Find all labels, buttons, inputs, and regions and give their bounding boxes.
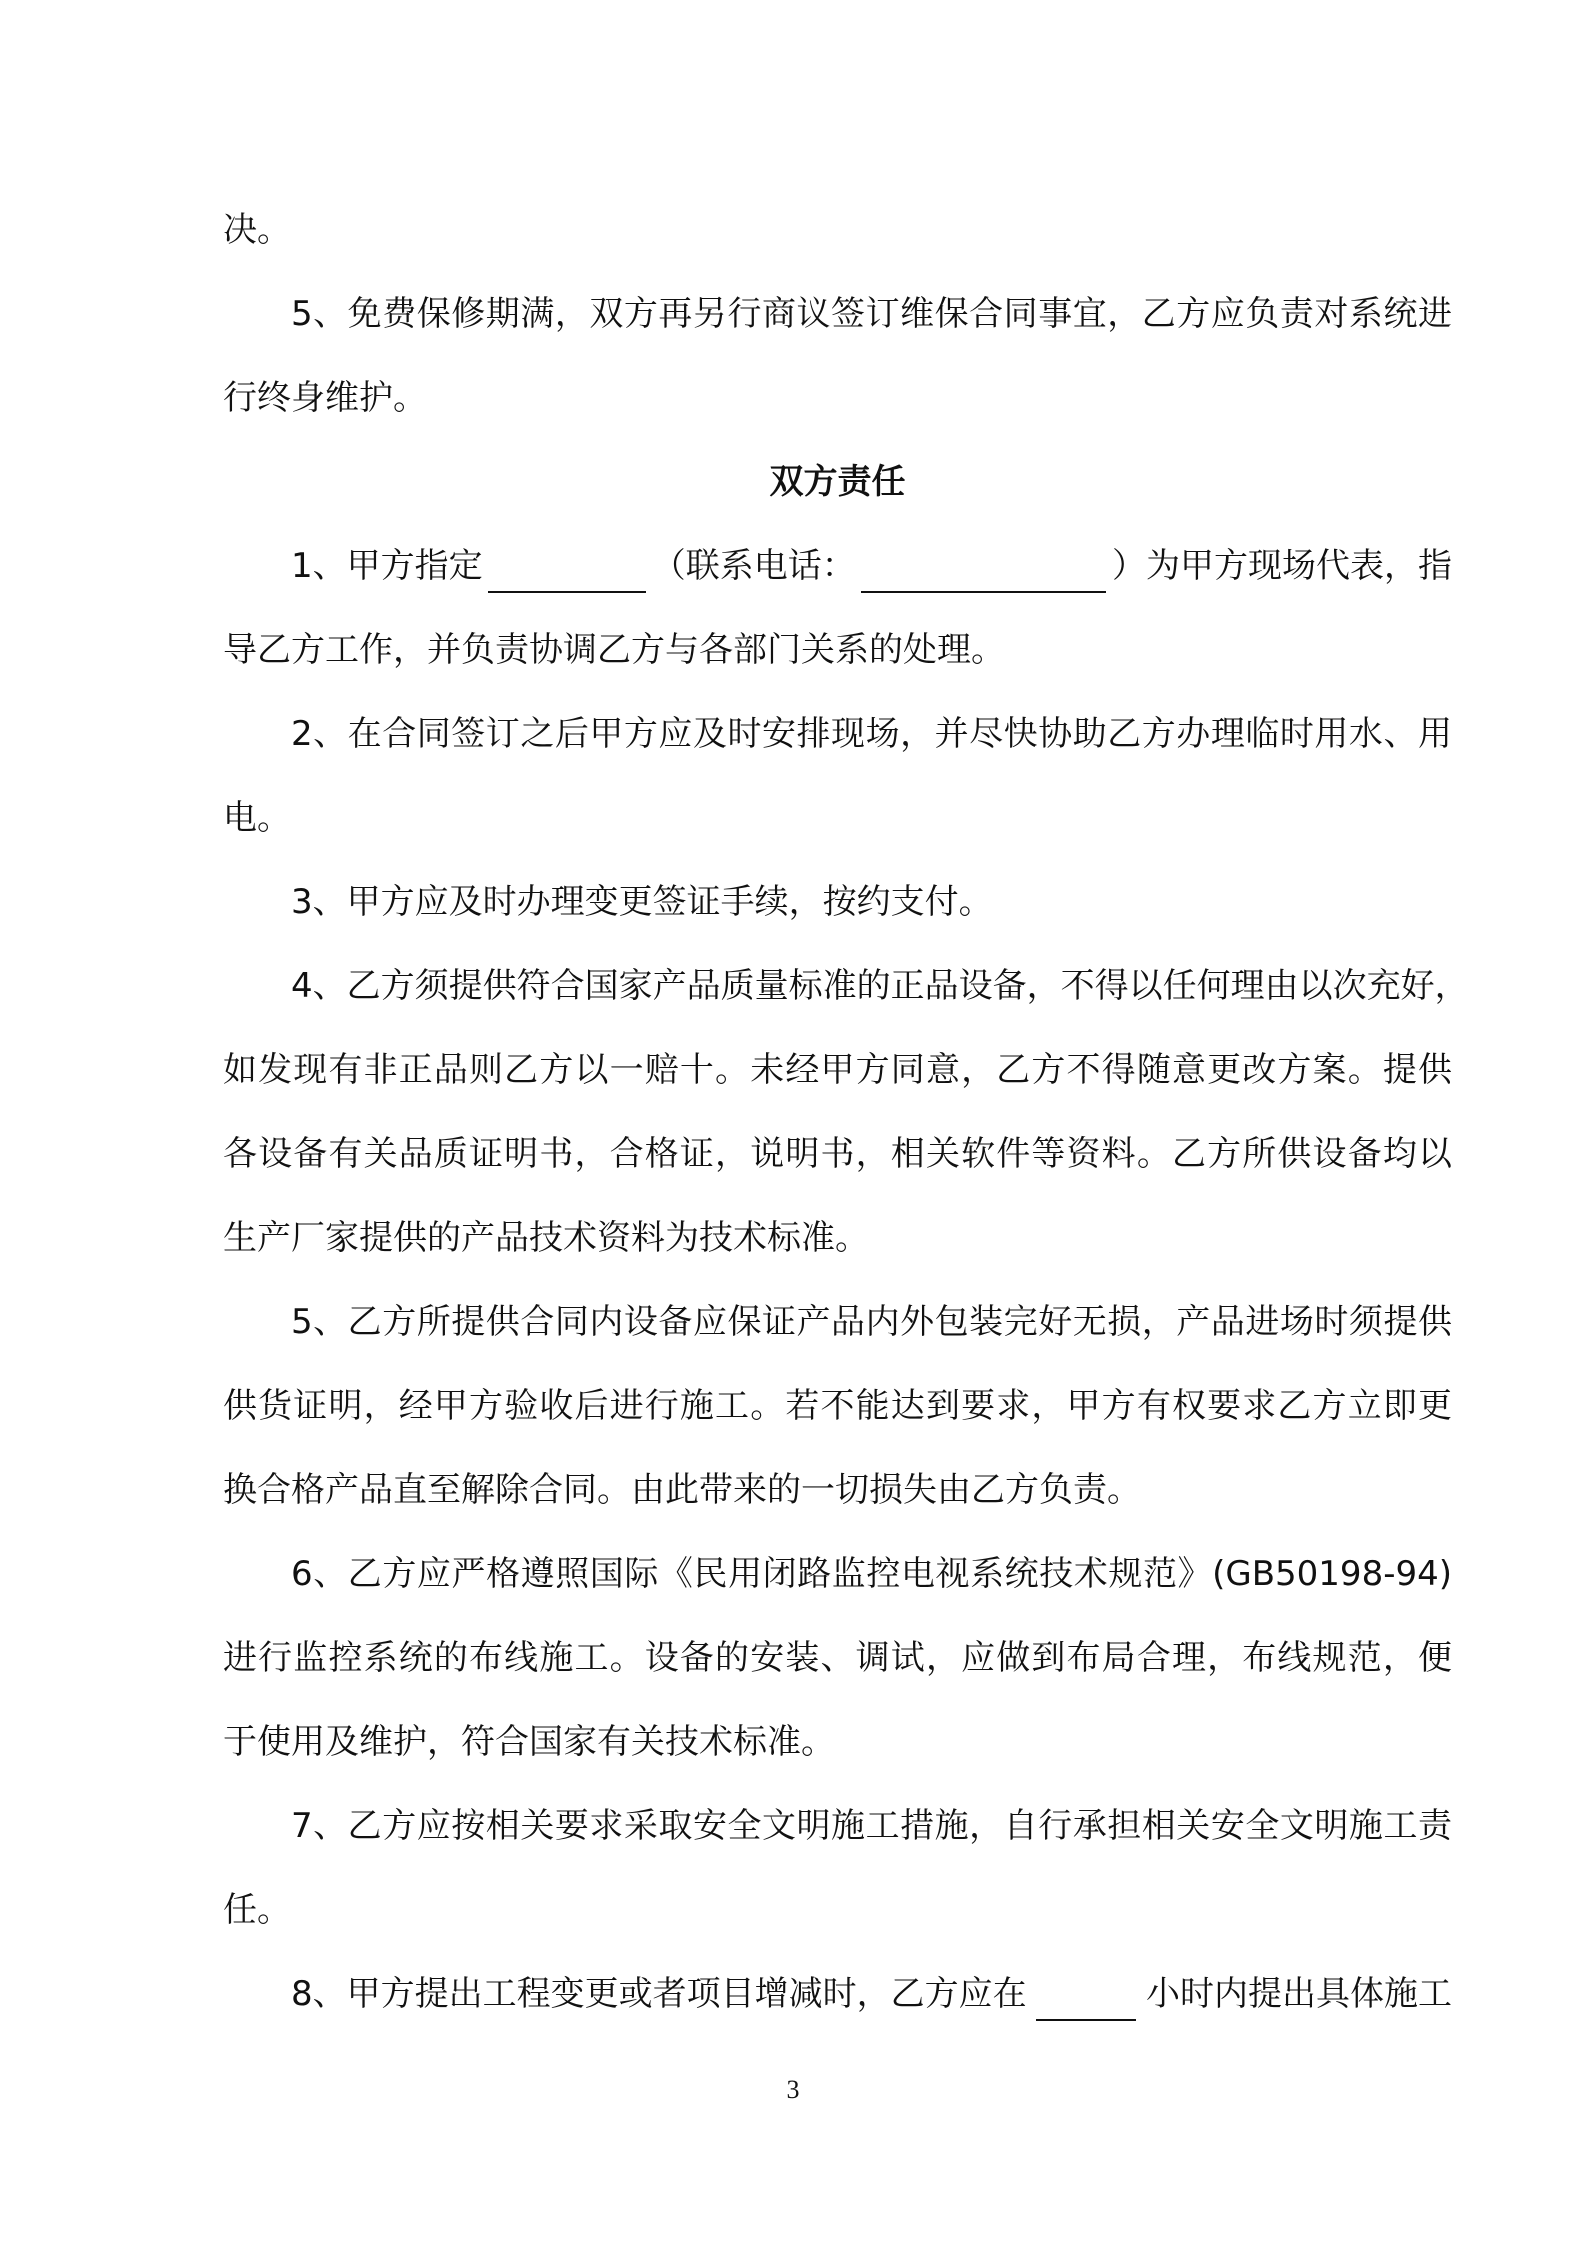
text-line: 供货证明，经甲方验收后进行施工。若不能达到要求，甲方有权要求乙方立即更 [223,1386,1452,1426]
text-line: 任。 [223,1890,291,1930]
fill-in-blank-hours [1036,1981,1136,2021]
page-number: 3 [786,2075,800,2104]
fill-in-blank-phone [861,553,1106,593]
text-line: 6、乙方应严格遵照国际《民用闭路监控电视系统技术规范》(GB50198-94) [291,1554,1452,1594]
text-line: 导乙方工作，并负责协调乙方与各部门关系的处理。 [223,630,1005,670]
text-line: 4、乙方须提供符合国家产品质量标准的正品设备，不得以任何理由以次充好， [291,966,1469,1006]
text-line: 5、免费保修期满，双方再另行商议签订维保合同事宜，乙方应负责对系统进 [291,294,1452,334]
text-segment: 小时内提出具体施工 [1145,1974,1452,2014]
text-line: 5、乙方所提供合同内设备应保证产品内外包装完好无损，产品进场时须提供 [291,1302,1452,1342]
text-line: 生产厂家提供的产品技术资料为技术标准。 [223,1218,869,1258]
text-line: 行终身维护。 [223,378,427,418]
text-segment: （联系电话： [651,546,856,586]
text-line: 2、在合同签订之后甲方应及时安排现场，并尽快协助乙方办理临时用水、用 [291,714,1452,754]
text-line: 3、甲方应及时办理变更签证手续，按约支付。 [291,882,993,922]
fill-in-blank-representative [488,553,646,593]
text-segment: ）为甲方现场代表，指 [1111,546,1452,586]
text-line: 各设备有关品质证明书，合格证，说明书，相关软件等资料。乙方所供设备均以 [223,1134,1452,1174]
text-line: 进行监控系统的布线施工。设备的安装、调试，应做到布局合理，布线规范，便 [223,1638,1452,1678]
text-line: 7、乙方应按相关要求采取安全文明施工措施，自行承担相关安全文明施工责 [291,1806,1452,1846]
text-line: 电。 [223,798,291,838]
text-line-with-blanks [223,524,1452,608]
text-segment: 8、甲方提出工程变更或者项目增减时，乙方应在 [291,1974,1027,2014]
text-line: 如发现有非正品则乙方以一赔十。未经甲方同意，乙方不得随意更改方案。提供 [223,1050,1452,1090]
text-line: 决。 [223,210,291,250]
text-line: 换合格产品直至解除合同。由此带来的一切损失由乙方负责。 [223,1470,1141,1510]
text-segment: 1、甲方指定 [291,546,483,586]
text-line-with-blank [223,1952,1452,2036]
text-line: 于使用及维护，符合国家有关技术标准。 [223,1722,835,1762]
document-body [223,188,1469,2036]
section-title: 双方责任 [769,462,906,502]
